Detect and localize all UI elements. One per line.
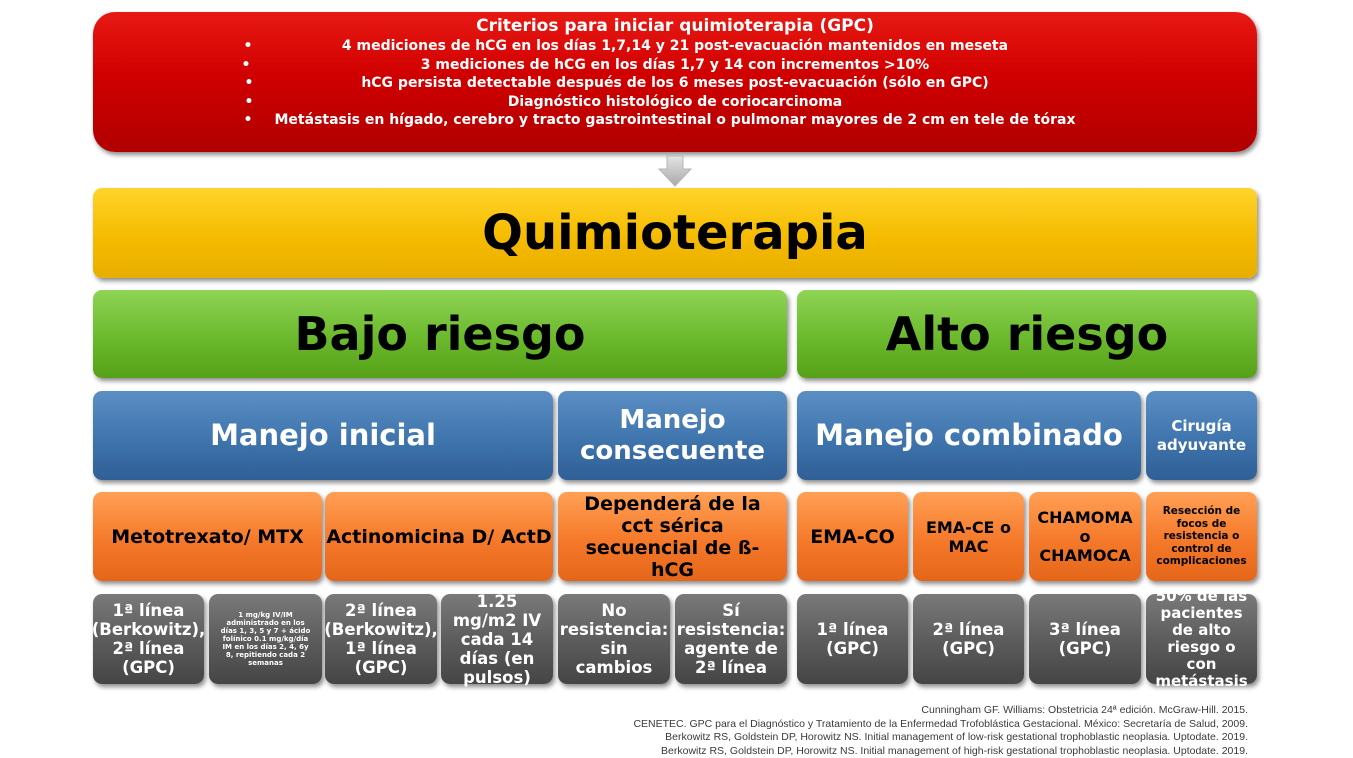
mtx-box	[93, 492, 322, 581]
chamoma-line-box	[1029, 594, 1141, 684]
chemotherapy-title: Quimioterapia	[482, 205, 868, 261]
low-risk-title: Bajo riesgo	[294, 307, 585, 361]
chemotherapy-header	[93, 188, 1257, 278]
mtx-dose-box	[209, 594, 322, 684]
adjuvant-surgery-box	[1146, 391, 1257, 480]
mtx-label: Metotrexato/ MTX	[111, 526, 304, 548]
emace-line-box	[913, 594, 1024, 684]
reference-item: Berkowitz RS, Goldstein DP, Horowitz NS. Initial management of low-risk gestational trophoblastic neoplasia. Uptodate. 2019.	[633, 731, 1248, 745]
emaco-box	[797, 492, 908, 581]
emace-box	[913, 492, 1024, 581]
combined-management-label: Manejo combinado	[815, 419, 1123, 452]
emaco-line-box	[797, 594, 908, 684]
no-resistance-box	[558, 594, 670, 684]
high-risk-header	[797, 290, 1257, 378]
emace-label: EMA-CE o MAC	[921, 518, 1016, 556]
low-risk-header	[93, 290, 787, 378]
criteria-item: • 3 mediciones de hCG en los días 1,7 y 14 con incrementos >10%	[275, 56, 1076, 75]
surgery-percent-label: 50% de las pacientes de alto riesgo o con metástasis	[1151, 588, 1252, 690]
reference-item: CENETEC. GPC para el Diagnóstico y Tratamiento de la Enfermedad Trofoblástica Gestacional. México: Secretaría de Salud, 2009.	[633, 718, 1248, 732]
chamoma-label: CHAMOMA o CHAMOCA	[1033, 508, 1137, 565]
mtx-dose-label: 1 mg/kg IV/IM administrado en los días 1, 3, 5 y 7 + ácido folínico 0.1 mg/kg/día IM en los días 2, 4, 6y 8, repitiendo cada 2 semanas	[219, 611, 312, 667]
initial-management-box	[93, 391, 553, 480]
emaco-line-label: 1ª línea (GPC)	[803, 620, 902, 658]
criteria-item: • 4 mediciones de hCG en los días 1,7,14 y 21 post-evacuación mantenidos en meseta	[275, 37, 1076, 56]
combined-management-box	[797, 391, 1141, 480]
actd-box	[325, 492, 553, 581]
chamoma-box	[1029, 492, 1141, 581]
consequent-management-box	[558, 391, 787, 480]
criteria-item: • hCG persista detectable después de los 6 meses post-evacuación (sólo en GPC)	[275, 74, 1076, 93]
criteria-list	[275, 37, 1076, 130]
references	[633, 704, 1248, 758]
actd-dose-box	[441, 594, 553, 684]
criteria-item: • Metástasis en hígado, cerebro y tracto gastrointestinal o pulmonar mayores de 2 cm en tele de tórax	[275, 111, 1076, 130]
criteria-box	[93, 12, 1257, 152]
criteria-title: Criterios para iniciar quimioterapia (GPC)	[476, 15, 874, 37]
criteria-item: • Diagnóstico histológico de coriocarcinoma	[275, 93, 1076, 112]
resection-box	[1146, 492, 1257, 581]
actd-line-box	[325, 594, 437, 684]
resistance-box	[675, 594, 787, 684]
consequent-management-label: Manejo consecuente	[568, 405, 777, 467]
resection-label: Resección de focos de resistencia o control de complicaciones	[1156, 505, 1247, 568]
depends-box	[558, 492, 787, 581]
mtx-line-label: 1ª línea (Berkowitz), 2ª línea (GPC)	[92, 601, 206, 677]
mtx-line-box	[93, 594, 204, 684]
adjuvant-surgery-label: Cirugía adyuvante	[1152, 417, 1251, 455]
surgery-percent-box	[1146, 594, 1257, 684]
actd-line-label: 2ª línea (Berkowitz), 1ª línea (GPC)	[324, 601, 438, 677]
reference-item: Cunningham GF. Williams: Obstetricia 24ª edición. McGraw-Hill. 2015.	[633, 704, 1248, 718]
high-risk-title: Alto riesgo	[886, 307, 1169, 361]
reference-item: Berkowitz RS, Goldstein DP, Horowitz NS. Initial management of high-risk gestational trophoblastic neoplasia. Uptodate. 2019.	[633, 745, 1248, 758]
actd-label: Actinomicina D/ ActD	[326, 526, 551, 548]
down-arrow-icon	[657, 155, 693, 187]
chamoma-line-label: 3ª línea (GPC)	[1035, 620, 1135, 658]
no-resistance-label: No resistencia: sin cambios	[560, 601, 669, 677]
emaco-label: EMA-CO	[810, 526, 895, 548]
depends-label: Dependerá de la cct sérica secuencial de ß-hCG	[568, 493, 777, 581]
emace-line-label: 2ª línea (GPC)	[919, 620, 1018, 658]
resistance-label: Sí resistencia: agente de 2ª línea	[677, 601, 786, 677]
initial-management-label: Manejo inicial	[210, 419, 436, 452]
actd-dose-label: 1.25 mg/m2 IV cada 14 días (en pulsos)	[451, 592, 543, 687]
